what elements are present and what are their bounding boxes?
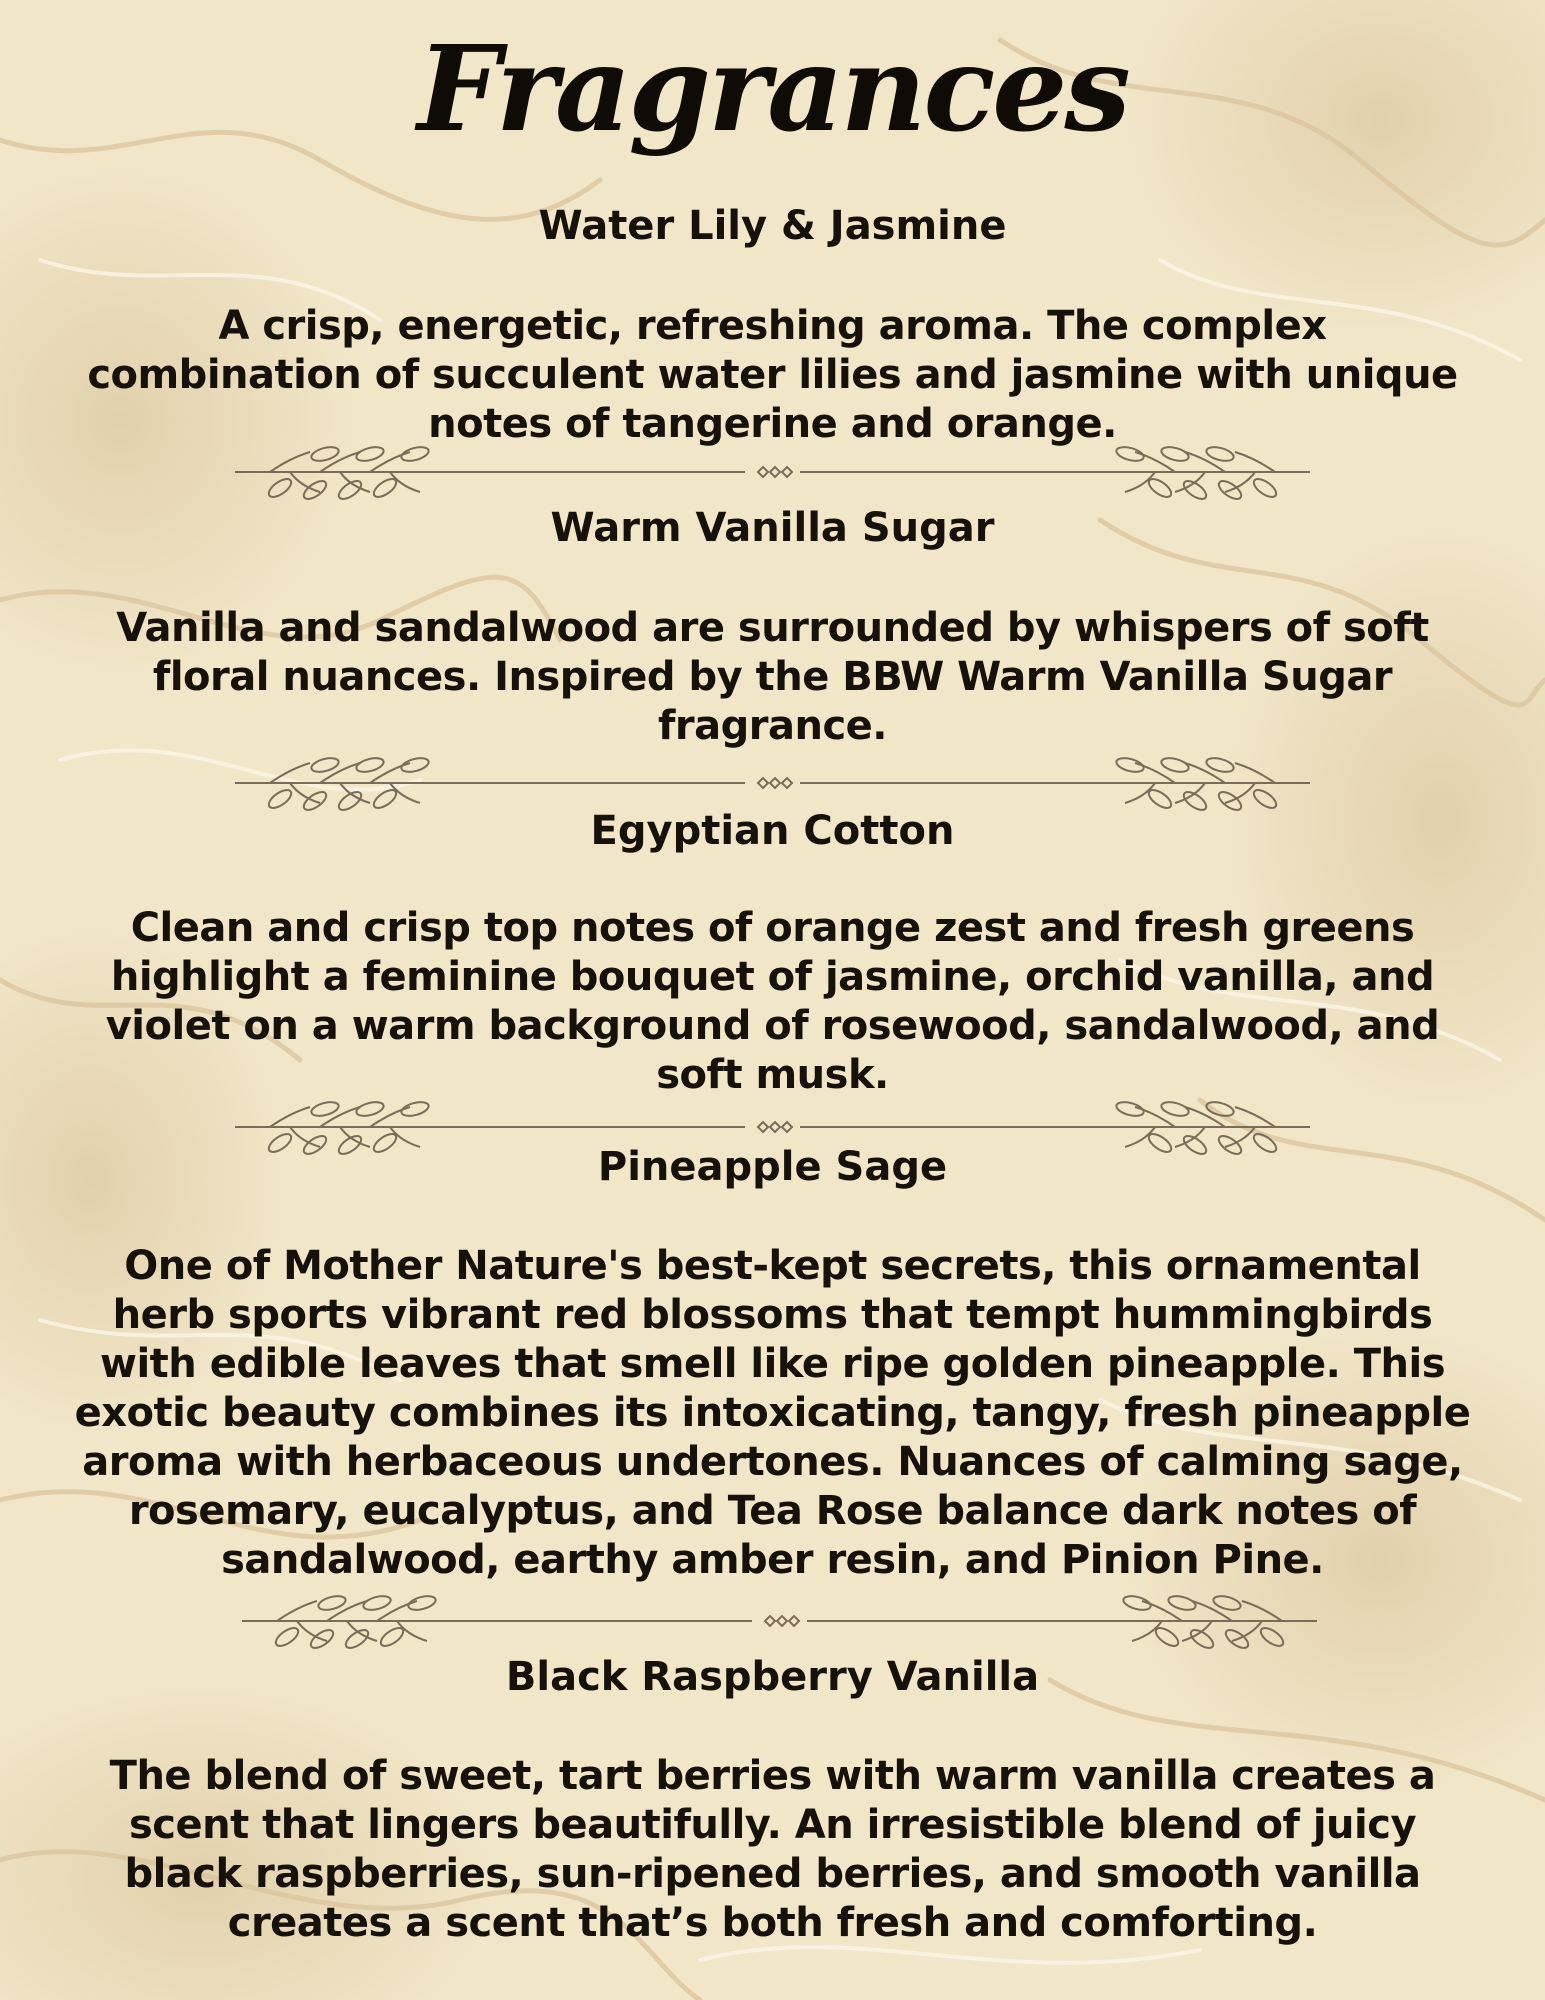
fragrance-name: Warm Vanilla Sugar [550, 505, 995, 551]
fragrance-name: Black Raspberry Vanilla [505, 1654, 1040, 1700]
description-line: highlight a feminine bouquet of jasmine, orchid vanilla, and [110, 954, 1435, 1000]
fragrance-description [0, 1752, 1545, 1948]
fragrance-description [0, 904, 1545, 1100]
description-line: aroma with herbaceous undertones. Nuances of calming sage, [82, 1439, 1463, 1485]
description-line: rosemary, eucalyptus, and Tea Rose balance dark notes of [128, 1488, 1417, 1534]
page-title: Fragrances [417, 19, 1128, 158]
ornamental-divider [230, 753, 1315, 813]
description-line: scent that lingers beautifully. An irresistible blend of juicy [128, 1802, 1417, 1848]
fragrance-name: Pineapple Sage [597, 1144, 948, 1190]
description-line: herb sports vibrant red blossoms that tempt hummingbirds [112, 1292, 1433, 1338]
description-line: black raspberries, sun-ripened berries, and smooth vanilla [124, 1851, 1421, 1897]
description-line: fragrance. [658, 703, 887, 749]
description-line: One of Mother Nature's best-kept secrets, this ornamental [124, 1243, 1421, 1289]
description-line: soft musk. [656, 1052, 889, 1098]
ornamental-divider [237, 1591, 1322, 1651]
description-line: exotic beauty combines its intoxicating, tangy, fresh pineapple [74, 1390, 1471, 1436]
ornamental-divider [230, 442, 1315, 502]
description-line: violet on a warm background of rosewood, sandalwood, and [105, 1003, 1440, 1049]
fragrance-description [0, 302, 1545, 449]
description-line: with edible leaves that smell like ripe golden pineapple. This [100, 1341, 1445, 1387]
description-line: combination of succulent water lilies and jasmine with unique [87, 352, 1458, 398]
fragrance-name: Water Lily & Jasmine [538, 203, 1007, 249]
fragrance-description [0, 604, 1545, 751]
description-line: A crisp, energetic, refreshing aroma. The complex [218, 303, 1327, 349]
fragrance-description [0, 1242, 1545, 1585]
description-line: sandalwood, earthy amber resin, and Pinion Pine. [221, 1537, 1324, 1583]
description-line: Vanilla and sandalwood are surrounded by whispers of soft [116, 605, 1429, 651]
description-line: creates a scent that’s both fresh and comforting. [227, 1900, 1318, 1946]
description-line: Clean and crisp top notes of orange zest and fresh greens [130, 905, 1415, 951]
description-line: notes of tangerine and orange. [428, 401, 1117, 447]
fragrance-name: Egyptian Cotton [590, 808, 955, 854]
description-line: floral nuances. Inspired by the BBW Warm Vanilla Sugar [152, 654, 1393, 700]
description-line: The blend of sweet, tart berries with warm vanilla creates a [109, 1753, 1436, 1799]
